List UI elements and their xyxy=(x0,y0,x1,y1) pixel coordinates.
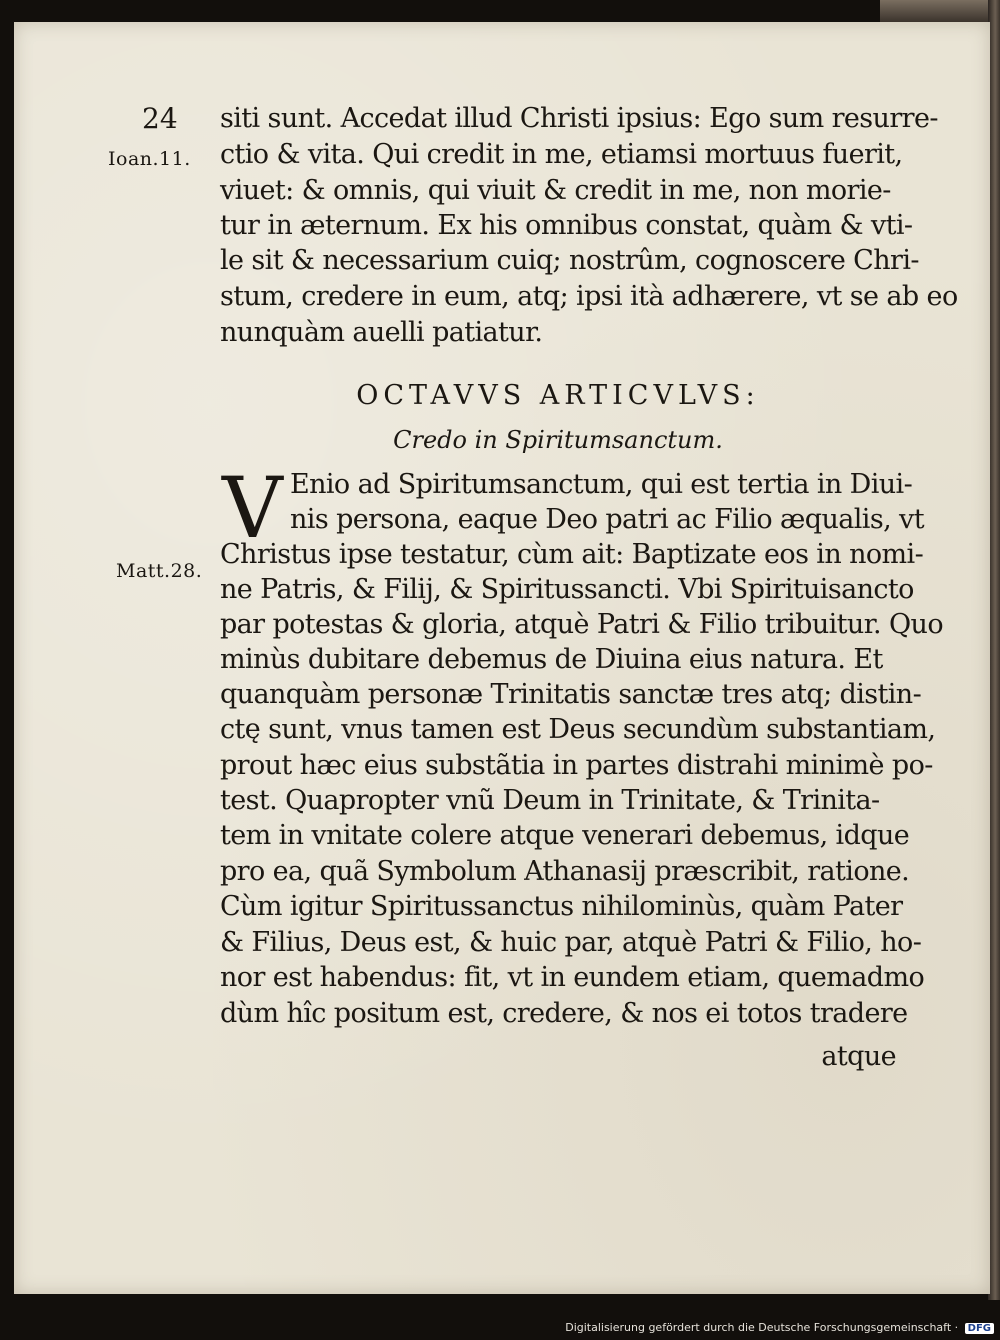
text-line: stum, credere in eum, atq; ipsi ità adhærere, vt se ab eo xyxy=(220,281,958,312)
text-line: nunquàm auelli patiatur. xyxy=(220,317,543,348)
text-line: ne Patris, & Filij, & Spiritussancti. Vbi Spirituisancto xyxy=(220,574,914,605)
text-line: dùm hîc positum est, credere, & nos ei totos tradere xyxy=(220,998,908,1029)
text-line: Christus ipse testatur, cùm ait: Baptizate eos in nomi- xyxy=(220,539,924,570)
text-line: par potestas & gloria, atquè Patri & Filio tribuitur. Quo xyxy=(220,609,944,640)
catchword: atque xyxy=(821,1041,896,1072)
margin-note-matt: Matt.28. xyxy=(116,560,203,582)
page-number: 24 xyxy=(142,102,178,135)
text-line: tur in æternum. Ex his omnibus constat, quàm & vti- xyxy=(220,210,913,241)
text-line: minùs dubitare debemus de Diuina eius natura. Et xyxy=(220,644,883,675)
text-line: test. Quapropter vnũ Deum in Trinitate, & Trinita- xyxy=(220,785,880,816)
margin-note-ioan: Ioan.11. xyxy=(108,148,191,170)
text-line: pro ea, quã Symbolum Athanasij præscribit, ratione. xyxy=(220,856,910,887)
text-line: prout hæc eius substãtia in partes distrahi minimè po- xyxy=(220,750,933,781)
credit-text: Digitalisierung gefördert durch die Deutsche Forschungsgemeinschaft xyxy=(565,1321,952,1334)
text-line: nis persona, eaque Deo patri ac Filio æqualis, vt xyxy=(290,504,924,535)
article-subheading: Credo in Spiritumsanctum. xyxy=(393,426,723,454)
drop-cap: V xyxy=(222,459,283,557)
dfg-logo-icon: DFG xyxy=(965,1323,994,1334)
text-line: viuet: & omnis, qui viuit & credit in me, non morie- xyxy=(220,175,891,206)
text-line: tem in vnitate colere atque venerari debemus, idque xyxy=(220,820,910,851)
text-line: quanquàm personæ Trinitatis sanctæ tres atq; distin- xyxy=(220,679,922,710)
text-line: siti sunt. Accedat illud Christi ipsius: Ego sum resurre- xyxy=(220,103,938,134)
digitization-credit: Digitalisierung gefördert durch die Deutsche Forschungsgemeinschaft · DFG xyxy=(565,1321,994,1334)
text-line: Enio ad Spiritumsanctum, qui est tertia in Diui- xyxy=(290,469,913,500)
text-line: Cùm igitur Spiritussanctus nihilominùs, quàm Pater xyxy=(220,891,903,922)
text-line: ctio & vita. Qui credit in me, etiamsi mortuus fuerit, xyxy=(220,139,903,170)
text-line: & Filius, Deus est, & huic par, atquè Patri & Filio, ho- xyxy=(220,927,922,958)
page-top-edge xyxy=(880,0,1000,22)
text-line: ctę sunt, vnus tamen est Deus secundùm substantiam, xyxy=(220,714,936,745)
article-heading: OCTAVVS ARTICVLVS: xyxy=(356,380,760,411)
text-line: le sit & necessarium cuiq; nostrûm, cognoscere Chri- xyxy=(220,245,919,276)
text-line: nor est habendus: fit, vt in eundem etiam, quemadmo xyxy=(220,962,925,993)
